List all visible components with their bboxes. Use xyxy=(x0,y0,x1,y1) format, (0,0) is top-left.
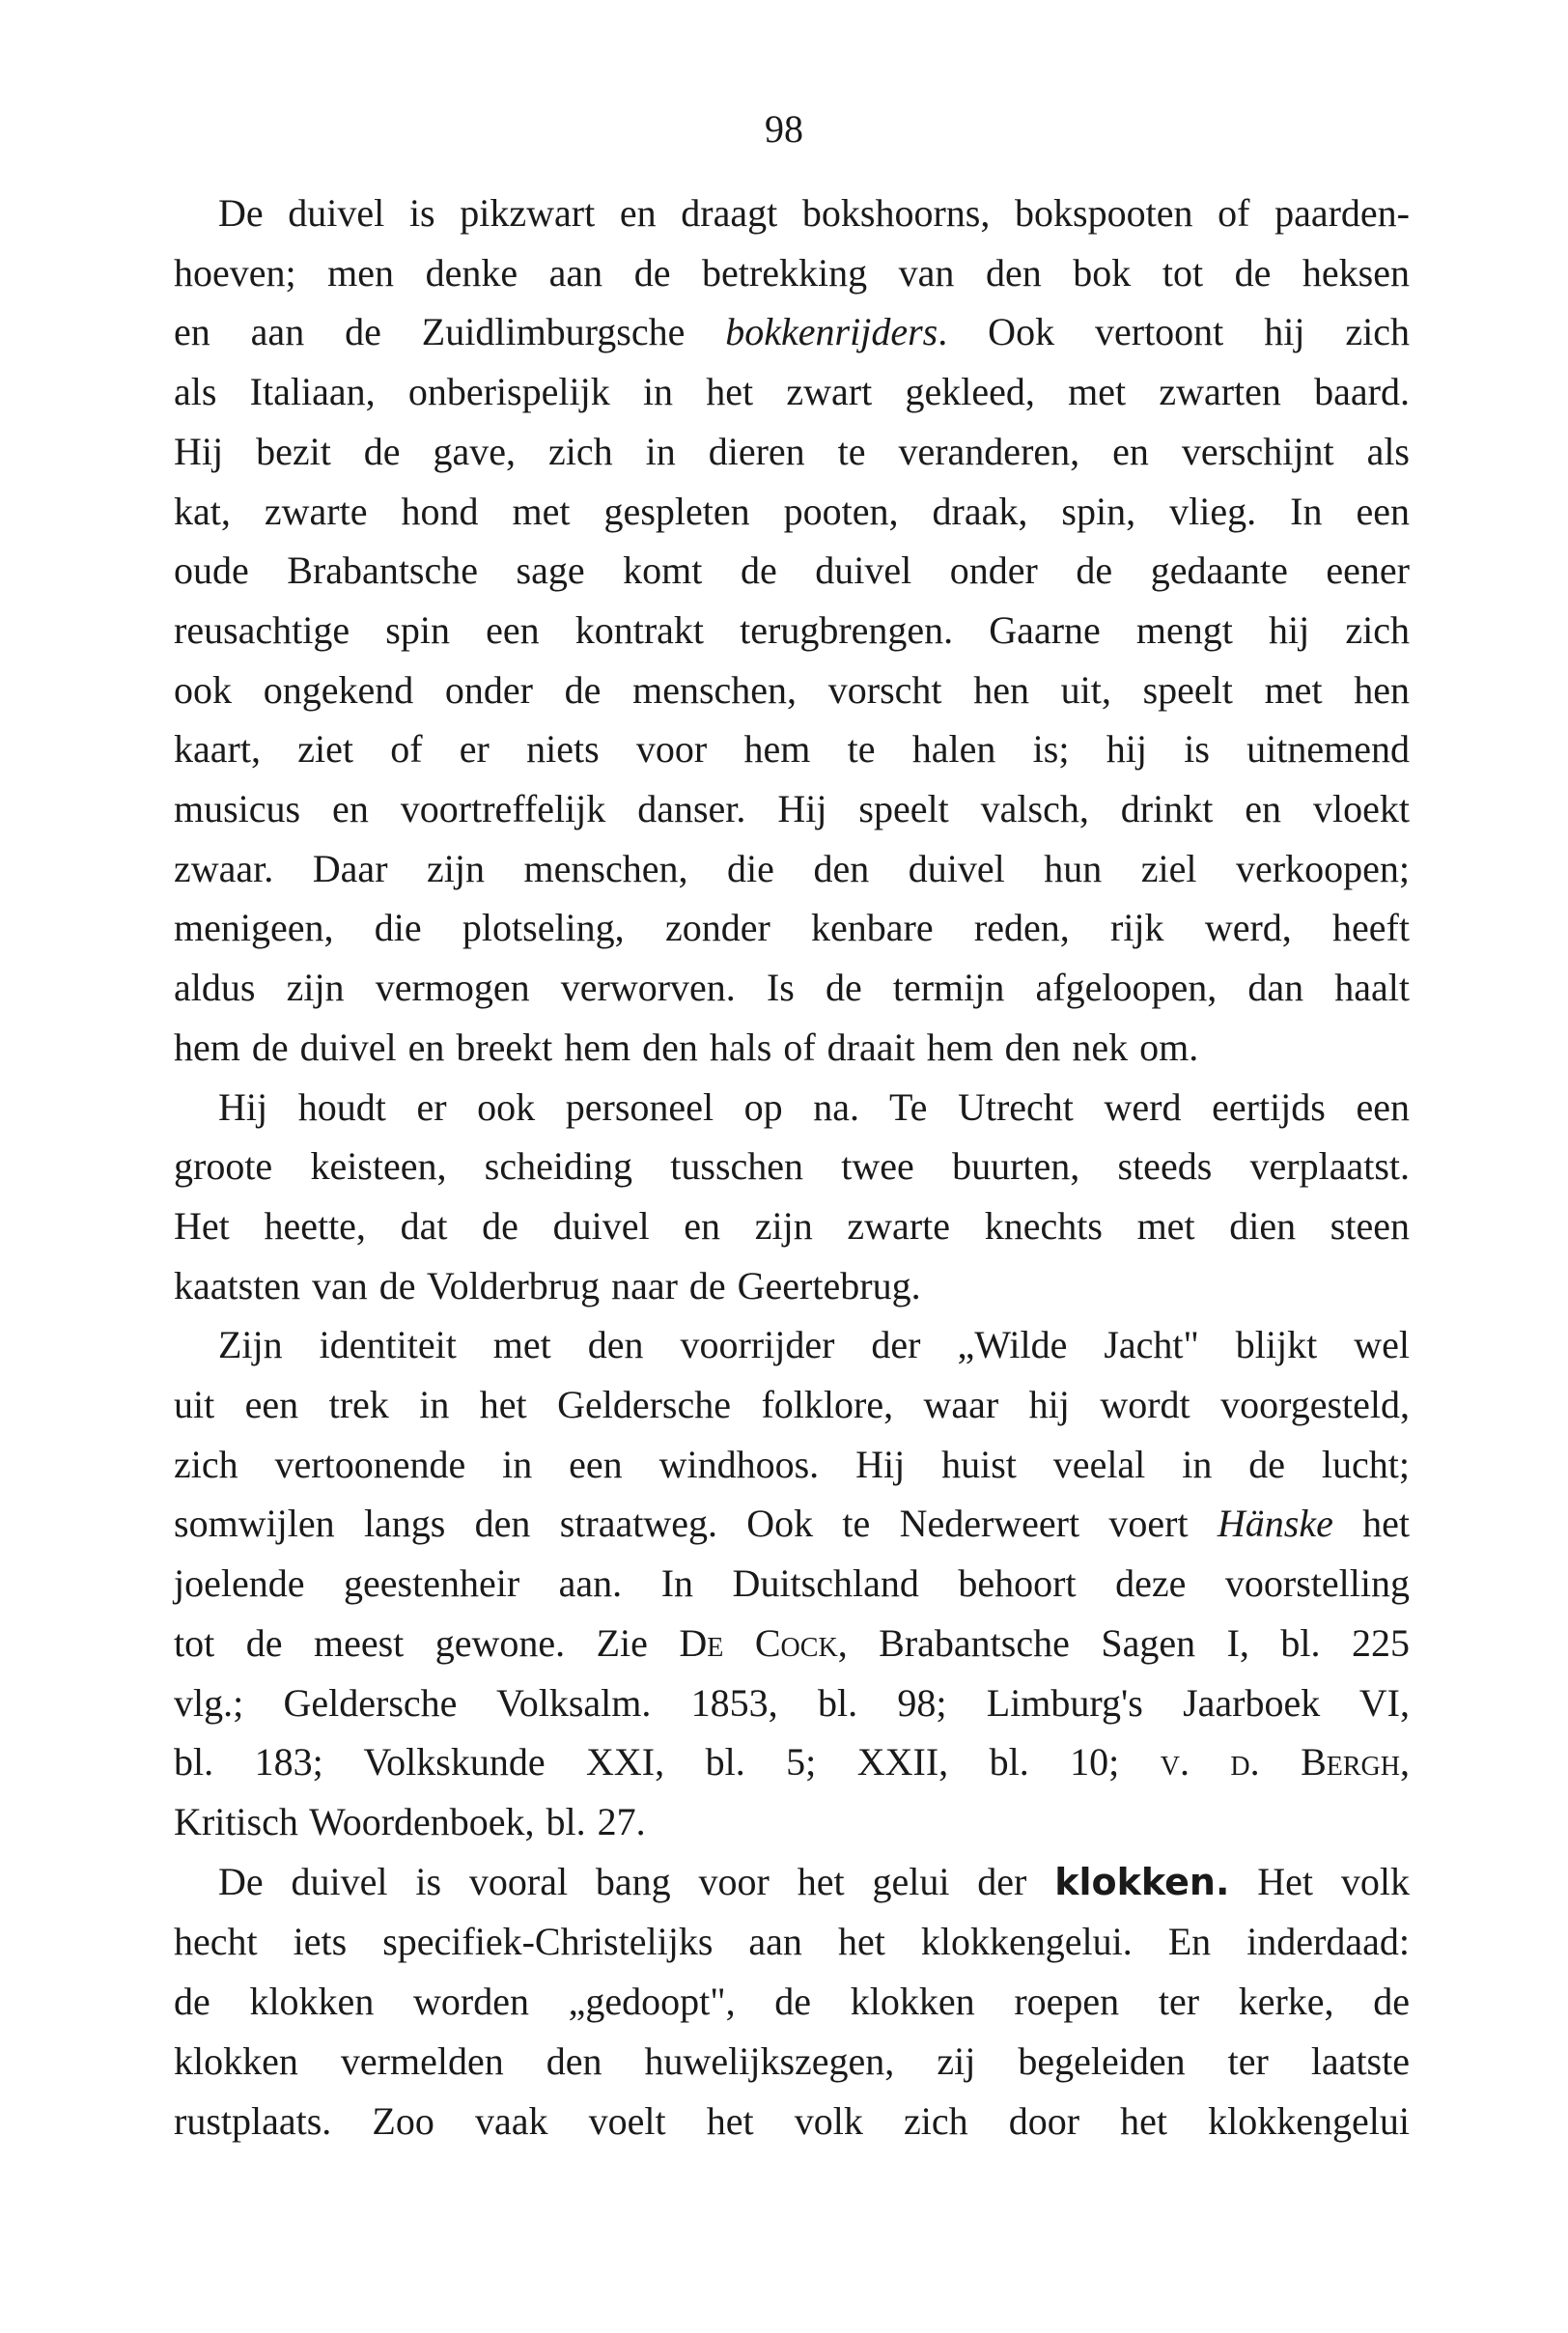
text-line: de klokken worden „gedoopt", de klokken roepen ter kerke, de xyxy=(174,1980,1410,2024)
paragraph-bells xyxy=(174,1852,1410,2151)
text-line: Kritisch Woordenboek, bl. 27. xyxy=(174,1799,646,1843)
italic-term: bokkenrijders xyxy=(725,310,938,354)
text-line: groote keisteen, scheiding tusschen twee buurten, steeds verplaatst. xyxy=(174,1144,1410,1189)
page-number: 98 xyxy=(765,107,803,151)
text-segment: tot de meest gewone. Zie xyxy=(174,1620,680,1665)
text-segment: . Ook vertoont hij zich xyxy=(938,310,1410,354)
text-line: ook ongekend onder de menschen, vorscht hen uit, speelt met hen xyxy=(174,667,1410,712)
text-segment: bl. 183; Volkskunde XXI, bl. 5; XXII, bl. 10; xyxy=(174,1740,1161,1785)
text-segment: De duivel is vooral bang voor het gelui der xyxy=(218,1859,1055,1903)
text-line: als Italiaan, onberispelijk in het zwart gekleed, met zwarten baard. xyxy=(174,370,1410,414)
text-segment: Het volk xyxy=(1229,1859,1410,1903)
text-line: hoeven; men denke aan de betrekking van den bok tot de heksen xyxy=(174,250,1410,295)
paragraph-devil-appearance xyxy=(174,183,1410,1078)
text-line: uit een trek in het Geldersche folklore, waar hij wordt voorgesteld, xyxy=(174,1383,1410,1427)
text-line: zwaar. Daar zijn menschen, die den duivel hun ziel verkoopen; xyxy=(174,846,1410,890)
text-line: Hij houdt er ook personeel op na. Te Utrecht werd eertijds een xyxy=(218,1084,1410,1129)
text-line: musicus en voortreffelijk danser. Hij speelt valsch, drinkt en vloekt xyxy=(174,787,1410,831)
body-text xyxy=(174,183,1410,2150)
text-line: joelende geestenheir aan. In Duitschland behoort deze voorstelling xyxy=(174,1561,1410,1606)
text-line xyxy=(174,1852,1410,1913)
text-line: De duivel is pikzwart en draagt bokshoorns, bokspooten of paarden- xyxy=(218,191,1410,235)
text-line xyxy=(174,1494,1410,1554)
text-segment: het xyxy=(1332,1502,1410,1546)
author-name: v. d. Bergh xyxy=(1160,1740,1400,1785)
bold-term: klokken. xyxy=(1054,1860,1230,1903)
paragraph-personnel xyxy=(174,1078,1410,1316)
text-line: Zijn identiteit met den voorrijder der „Wilde Jacht" blijkt wel xyxy=(218,1323,1410,1367)
text-line: vlg.; Geldersche Volksalm. 1853, bl. 98; Limburg's Jaarboek VI, xyxy=(174,1680,1410,1725)
text-line: oude Brabantsche sage komt de duivel onder de gedaante eener xyxy=(174,548,1410,593)
text-line: kaatsten van de Volderbrug naar de Geertebrug. xyxy=(174,1263,921,1307)
text-line: klokken vermelden den huwelijkszegen, zij begeleiden ter laatste xyxy=(174,2038,1410,2083)
text-line: reusachtige spin een kontrakt terugbrengen. Gaarne mengt hij zich xyxy=(174,607,1410,652)
text-line: kat, zwarte hond met gespleten pooten, draak, spin, vlieg. In een xyxy=(174,489,1410,533)
text-line: kaart, ziet of er niets voor hem te halen is; hij is uitnemend xyxy=(174,727,1410,772)
text-segment: , Brabantsche Sagen I, bl. 225 xyxy=(837,1620,1410,1665)
text-line xyxy=(174,302,1410,362)
text-line: zich vertoonende in een windhoos. Hij huist veelal in de lucht; xyxy=(174,1442,1410,1486)
text-line: aldus zijn vermogen verworven. Is de termijn afgeloopen, dan haalt xyxy=(174,966,1410,1010)
text-line: hecht iets specifiek-Christelijks aan het klokkengelui. En inderdaad: xyxy=(174,1920,1410,1964)
text-line: Het heette, dat de duivel en zijn zwarte knechts met dien steen xyxy=(174,1203,1410,1248)
italic-term: Hänske xyxy=(1217,1502,1333,1546)
author-name: De Cock xyxy=(679,1620,838,1665)
text-line xyxy=(174,1732,1410,1792)
text-segment: en aan de Zuidlimburgsche xyxy=(174,310,726,354)
paragraph-wild-hunt xyxy=(174,1315,1410,1851)
text-line: Hij bezit de gave, zich in dieren te veranderen, en verschijnt als xyxy=(174,429,1410,473)
text-line: hem de duivel en breekt hem den hals of draait hem den nek om. xyxy=(174,1025,1199,1069)
text-segment: , xyxy=(1400,1740,1410,1785)
text-line: rustplaats. Zoo vaak voelt het volk zich door het klokkengelui xyxy=(174,2098,1410,2143)
text-line xyxy=(174,1614,1410,1673)
text-segment: somwijlen langs den straatweg. Ook te Nederweert voert xyxy=(174,1502,1218,1546)
text-line: menigeen, die plotseling, zonder kenbare reden, rijk werd, heeft xyxy=(174,906,1410,950)
